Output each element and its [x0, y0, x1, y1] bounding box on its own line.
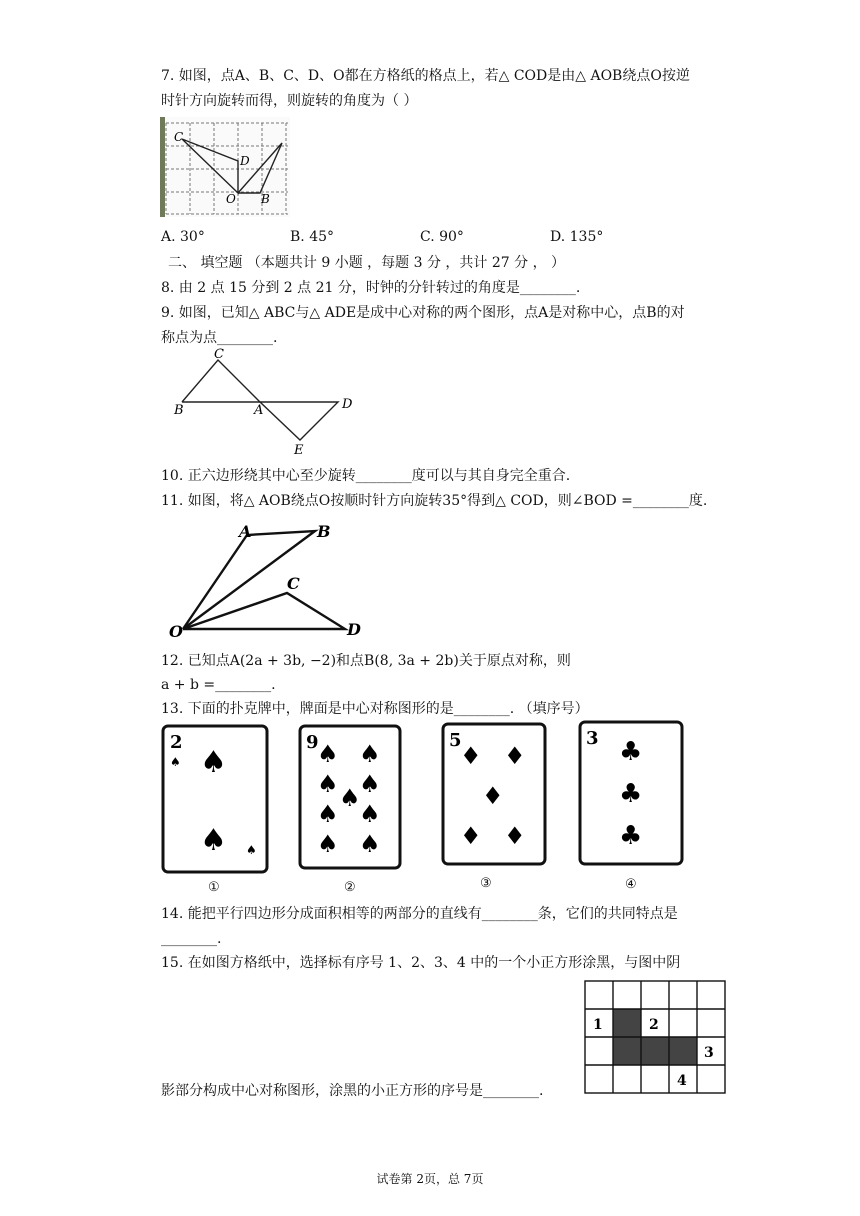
card-2-rank: 9 — [306, 732, 319, 753]
q15-stem-line1: 15. 在如图方格纸中，选择标有序号 1、2、3、4 中的一个小正方形涂黑，与图中阴 — [161, 955, 681, 971]
q11-label-a: A — [239, 522, 252, 541]
svg-text:♠: ♠ — [359, 740, 381, 768]
svg-text:♠: ♠ — [246, 843, 257, 857]
q10-stem: 10. 正六边形绕其中心至少旋转________度可以与其自身完全重合. — [161, 468, 571, 484]
q9-label-c: C — [214, 347, 224, 362]
svg-text:♠: ♠ — [359, 770, 381, 798]
svg-text:♠: ♠ — [170, 755, 181, 769]
svg-text:♠: ♠ — [339, 784, 361, 812]
q7-option-a[interactable]: A. 30° — [161, 229, 205, 245]
card-4-caption: ④ — [625, 877, 637, 892]
scan-edge — [160, 117, 165, 217]
q8-stem: 8. 由 2 点 15 分到 2 点 21 分，时钟的分针转过的角度是________. — [161, 280, 581, 296]
q9-stem-line2: 称点为点________. — [161, 330, 278, 346]
spade-icon: ♠ — [200, 745, 227, 780]
grid-label-2: 2 — [649, 1017, 659, 1033]
q12-stem-line1: 12. 已知点A(2a + 3b, −2)和点B(8, 3a + 2b)关于原点对称，则 — [161, 653, 571, 669]
svg-text:♣: ♣ — [619, 737, 643, 767]
q7-option-b[interactable]: B. 45° — [290, 229, 335, 245]
q9-stem-line1: 9. 如图，已知△ ABC与△ ADE是成中心对称的两个图形，点A是对称中心，点B的对 — [161, 305, 685, 321]
q15-grid-figure — [584, 980, 726, 1095]
q9-label-b: B — [174, 403, 184, 418]
q7-option-d[interactable]: D. 135° — [550, 229, 604, 245]
svg-text:♦: ♦ — [504, 742, 526, 770]
q7-stem-line1: 7. 如图，点A、B、C、D、O都在方格纸的格点上，若△ COD是由△ AOB绕点O按逆 — [161, 68, 690, 84]
q7-stem-line2: 时针方向旋转而得，则旋转的角度为（ ） — [161, 93, 418, 109]
q9-label-e: E — [294, 443, 304, 458]
svg-text:♦: ♦ — [504, 822, 526, 850]
svg-text:♠: ♠ — [317, 770, 339, 798]
q9-label-d: D — [342, 397, 353, 412]
card-1-caption: ① — [208, 880, 220, 895]
svg-text:♠: ♠ — [317, 800, 339, 828]
card-1-spade-two — [160, 722, 272, 878]
q15-stem-line2: 影部分构成中心对称图形，涂黑的小正方形的序号是________. — [161, 1083, 544, 1099]
q9-figure — [170, 344, 360, 462]
spade-icon: ♠ — [200, 823, 227, 858]
section-heading: 二、 填空题 （本题共计 9 小题 ，每题 3 分 ，共计 27 分 ， ） — [168, 255, 566, 271]
q11-label-o: O — [169, 622, 183, 641]
svg-text:♦: ♦ — [460, 822, 482, 850]
q11-triangles — [183, 531, 345, 629]
card-2-caption: ② — [344, 880, 356, 895]
q11-stem: 11. 如图，将△ AOB绕点O按顺时针方向旋转35°得到△ COD，则∠BOD =________度. — [161, 493, 708, 509]
q15-grid-lines — [585, 981, 725, 1093]
card-4-rank: 3 — [586, 728, 599, 749]
card-4-club-three — [577, 718, 687, 870]
q11-label-b: B — [317, 522, 331, 541]
q11-label-d: D — [347, 620, 361, 639]
svg-text:♠: ♠ — [317, 830, 339, 858]
svg-text:♠: ♠ — [317, 740, 339, 768]
q14-stem-line1: 14. 能把平行四边形分成面积相等的两部分的直线有________条，它们的共同特点是 — [161, 906, 678, 922]
q9-label-a: A — [254, 403, 264, 418]
svg-text:♦: ♦ — [482, 782, 504, 810]
q7-label-b: B — [261, 192, 270, 206]
q7-label-o: O — [226, 192, 236, 206]
page-footer: 试卷第 2页，总 7页 — [376, 1172, 484, 1186]
svg-text:♣: ♣ — [619, 779, 643, 809]
card-3-caption: ③ — [480, 876, 492, 891]
q11-figure — [165, 517, 370, 642]
card-3-rank: 5 — [449, 730, 462, 751]
q14-stem-line2: ________. — [161, 931, 222, 947]
q9-triangles — [182, 360, 338, 440]
grid-label-1: 1 — [593, 1017, 603, 1033]
q12-stem-line2: a + b =________. — [161, 677, 276, 693]
grid-label-4: 4 — [677, 1073, 687, 1089]
svg-text:♦: ♦ — [460, 742, 482, 770]
grid-label-3: 3 — [704, 1045, 714, 1061]
q7-label-d: D — [240, 154, 250, 168]
q7-grid-figure — [160, 117, 290, 217]
card-2-spade-nine — [297, 722, 405, 874]
svg-text:♠: ♠ — [359, 800, 381, 828]
card-3-diamond-five — [440, 720, 550, 870]
q13-stem: 13. 下面的扑克牌中，牌面是中心对称图形的是________. （填序号） — [161, 701, 589, 717]
q7-label-c: C — [174, 130, 184, 144]
q11-label-c: C — [287, 574, 300, 593]
card-1-rank: 2 — [170, 732, 183, 753]
svg-text:♣: ♣ — [619, 821, 643, 851]
q7-option-c[interactable]: C. 90° — [420, 229, 464, 245]
svg-text:♠: ♠ — [359, 830, 381, 858]
club-pips — [619, 737, 642, 851]
